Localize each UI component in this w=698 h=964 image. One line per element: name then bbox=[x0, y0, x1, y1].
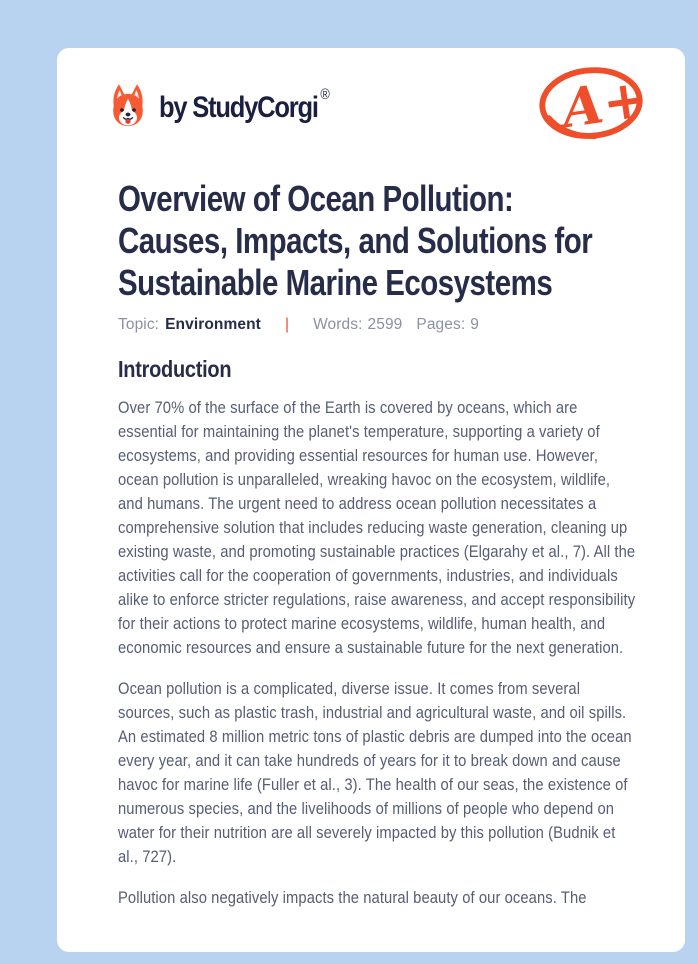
topic-link[interactable]: Environment bbox=[165, 316, 261, 333]
grade-text: A+ bbox=[558, 68, 646, 141]
meta-separator: | bbox=[284, 316, 290, 333]
essay-title: Overview of Ocean Pollution: Causes, Impacts, and Solutions for Sustainable Marine Ecosystems bbox=[118, 178, 593, 303]
topic-label: Topic: bbox=[118, 316, 160, 333]
brand-wordmark: by StudyCorgi ® bbox=[159, 85, 330, 124]
pages-label: Pages: bbox=[416, 316, 466, 333]
document-card bbox=[57, 48, 685, 952]
header bbox=[118, 64, 646, 146]
section-heading-introduction: Introduction bbox=[118, 356, 232, 382]
words-label: Words: bbox=[313, 316, 363, 333]
paragraph-truncated: Pollution also negatively impacts the natural beauty of our oceans. The bbox=[118, 888, 587, 907]
words-value: 2599 bbox=[367, 316, 403, 333]
studycorgi-brand-link[interactable] bbox=[110, 82, 360, 129]
essay-body bbox=[118, 396, 636, 910]
pages-value: 9 bbox=[470, 316, 479, 333]
a-plus-badge-icon bbox=[536, 64, 646, 146]
corgi-logo-icon bbox=[110, 82, 146, 129]
paragraph: Ocean pollution is a complicated, diverse issue. It comes from several sources, such as plastic trash, industrial and agricultural waste, and oil spills. An estimated 8 million metric tons of plastic debris are dumped into the ocean every year, and it can take hundreds of years for it to break down and cause havoc for marine life (Fuller et al., 3). The health of our seas, the existence of numerous species, and the livelihoods of millions of people who depend on water for their nutrition are all severely impacted by this pollution (Budnik et al., 727). bbox=[118, 679, 632, 866]
paragraph: Over 70% of the surface of the Earth is covered by oceans, which are essential for maintaining the planet's temperature, supporting a variety of ecosystems, and providing essential resources for human use. However, ocean pollution is unparalleled, wreaking havoc on the ecosystem, wildlife, and humans. The urgent need to address ocean pollution necessitates a comprehensive solution that includes reducing waste generation, cleaning up existing waste, and promoting sustainable practices (Elgarahy et al., 7). All the activities call for the cooperation of governments, industries, and individuals alike to enforce stricter regulations, raise awareness, and accept responsibility for their actions to protect marine ecosystems, wildlife, human health, and economic resources and ensure a sustainable future for the next generation. bbox=[118, 398, 636, 657]
meta-row bbox=[118, 316, 624, 334]
registered-trademark-symbol: ® bbox=[320, 85, 330, 103]
